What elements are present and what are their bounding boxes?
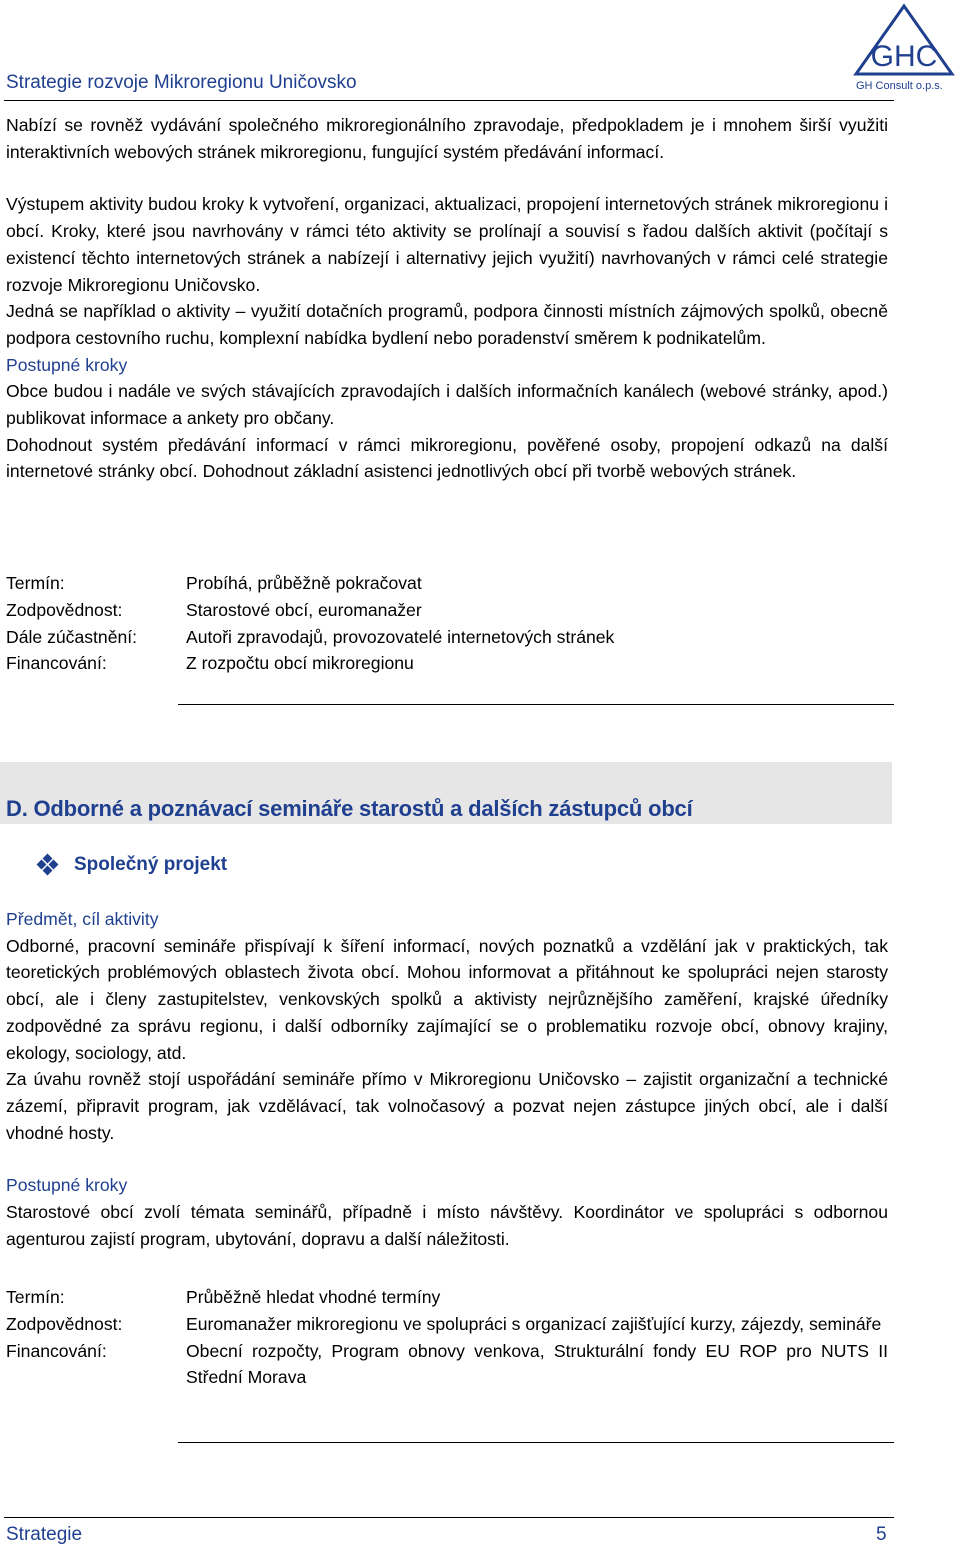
header-title: Strategie rozvoje Mikroregionu Uničovsko: [6, 72, 357, 93]
detail-label: Dále zúčastnění:: [6, 626, 138, 647]
detail-value: Probíhá, průběžně pokračovat: [186, 573, 422, 593]
footer-label: Strategie: [6, 1524, 83, 1545]
details-divider-2: [178, 1442, 894, 1443]
detail-value: Obecní rozpočty, Program obnovy venkova, Strukturální fondy EU ROP pro NUTS II Střední Morava: [186, 1340, 888, 1388]
detail-label: Financování:: [6, 1340, 107, 1361]
detail-row: [6, 1284, 888, 1311]
section-paragraph-3: Starostové obcí zvolí témata seminářů, případně i místo návštěvy. Koordinátor ve spolupráci s odbornou agenturou zajistí program, ubytování, dopravu a další náležitosti.: [6, 1202, 888, 1249]
detail-label: Zodpovědnost:: [6, 599, 123, 620]
intro-text: [6, 112, 888, 485]
section-paragraph-1: Odborné, pracovní semináře přispívají k šíření informací, nových poznatků a vzdělání jak v praktických, tak teoretických problémových oblastech života obcí. Mohou informovat a přitáhnout ke spolupráci nejen starosty obcí, ale i členy zastupitelstev, venkovských spolků a aktivisty nejrůznějšího zaměření, krajské úředníky zodpovědné za správu regionu, i další odborníky zajímající se o problematiku rozvoje obcí, obnovy krajiny, ekology, sociology, atd.: [6, 935, 888, 1063]
intro-paragraph-1: Nabízí se rovněž vydávání společného mikroregionálního zpravodaje, předpokladem je i mnohem širší využiti interaktivních webových stránek mikroregionu, fungující systém předávání informací.: [6, 115, 888, 162]
diamond-bullet-icon: [38, 855, 58, 875]
logo-subtext: GH Consult o.p.s.: [856, 80, 943, 92]
detail-label: Financování:: [6, 653, 107, 674]
logo-text: GHC: [870, 40, 938, 73]
detail-row: [6, 570, 888, 597]
intro-paragraph-5: Dohodnout systém předávání informací v rámci mikroregionu, pověřené osoby, propojení odkazů na další internetové stránky obcí. Dohodnout základní asistenci jednotlivých obcí při tvorbě webových stránek.: [6, 434, 888, 482]
subject-heading: Předmět, cíl aktivity: [6, 909, 159, 929]
details-divider-1: [178, 704, 894, 705]
section-text: [6, 906, 888, 1252]
detail-label: Zodpovědnost:: [6, 1313, 123, 1334]
intro-paragraph-4: Obce budou i nadále ve svých stávajících zpravodajích i dalších informačních kanálech (webové stránky, apod.) publikovat informace a ankety pro občany.: [6, 381, 888, 429]
detail-row: [6, 597, 888, 624]
footer-divider: [4, 1517, 894, 1518]
detail-label: Termín:: [6, 573, 65, 593]
detail-label: Termín:: [6, 1287, 65, 1307]
detail-value: Autoři zpravodajů, provozovatelé internetových stránek: [186, 626, 615, 647]
detail-row: [6, 650, 888, 677]
activity-details-1: [6, 570, 888, 677]
section-title: D. Odborné a poznávací semináře starostů a dalších zástupců obcí: [6, 796, 693, 821]
detail-row: [6, 1338, 888, 1392]
page-number: 5: [876, 1524, 887, 1545]
detail-row: [6, 624, 888, 651]
header-divider: [4, 100, 894, 101]
detail-value: Z rozpočtu obcí mikroregionu: [186, 653, 414, 674]
detail-value: Starostové obcí, euromanažer: [186, 599, 422, 620]
detail-value: Průběžně hledat vhodné termíny: [186, 1287, 441, 1307]
section-paragraph-2: Za úvahu rovněž stojí uspořádání semináře přímo v Mikroregionu Uničovsko – zajistit organizační a technické zázemí, připravit program, jak vzdělávací, tak volnočasový a pozvat nejen zástupce jiných obcí, ale i další vhodné hosty.: [6, 1069, 888, 1143]
steps-heading: Postupné kroky: [6, 354, 128, 375]
intro-paragraph-2: Výstupem aktivity budou kroky k vytvoření, organizaci, aktualizaci, propojení internetových stránek mikroregionu i obcí. Kroky, které jsou navrhovány v rámci této aktivity se prolínají a souvisí s řadou dalších aktivit (počítají s existencí těchto internetových stránek a nabízejí i alternativy jejich využití) navrhovaných v rámci celé strategie rozvoje Mikroregionu Uničovsko.: [6, 194, 888, 295]
detail-row: [6, 1311, 888, 1338]
project-bullet: [38, 854, 227, 876]
detail-value: Euromanažer mikroregionu ve spolupráci s organizací zajišťující kurzy, zájezdy, semináře: [186, 1313, 882, 1334]
intro-paragraph-3: Jedná se například o aktivity – využití dotačních programů, podpora činnosti místních zájmových spolků, obecně podpora cestovního ruchu, komplexní nabídka bydlení nebo poradenství směrem k podnikatelům.: [6, 301, 888, 348]
activity-details-2: [6, 1284, 888, 1391]
steps-heading-2: Postupné kroky: [6, 1175, 128, 1196]
project-label: Společný projekt: [74, 854, 228, 875]
